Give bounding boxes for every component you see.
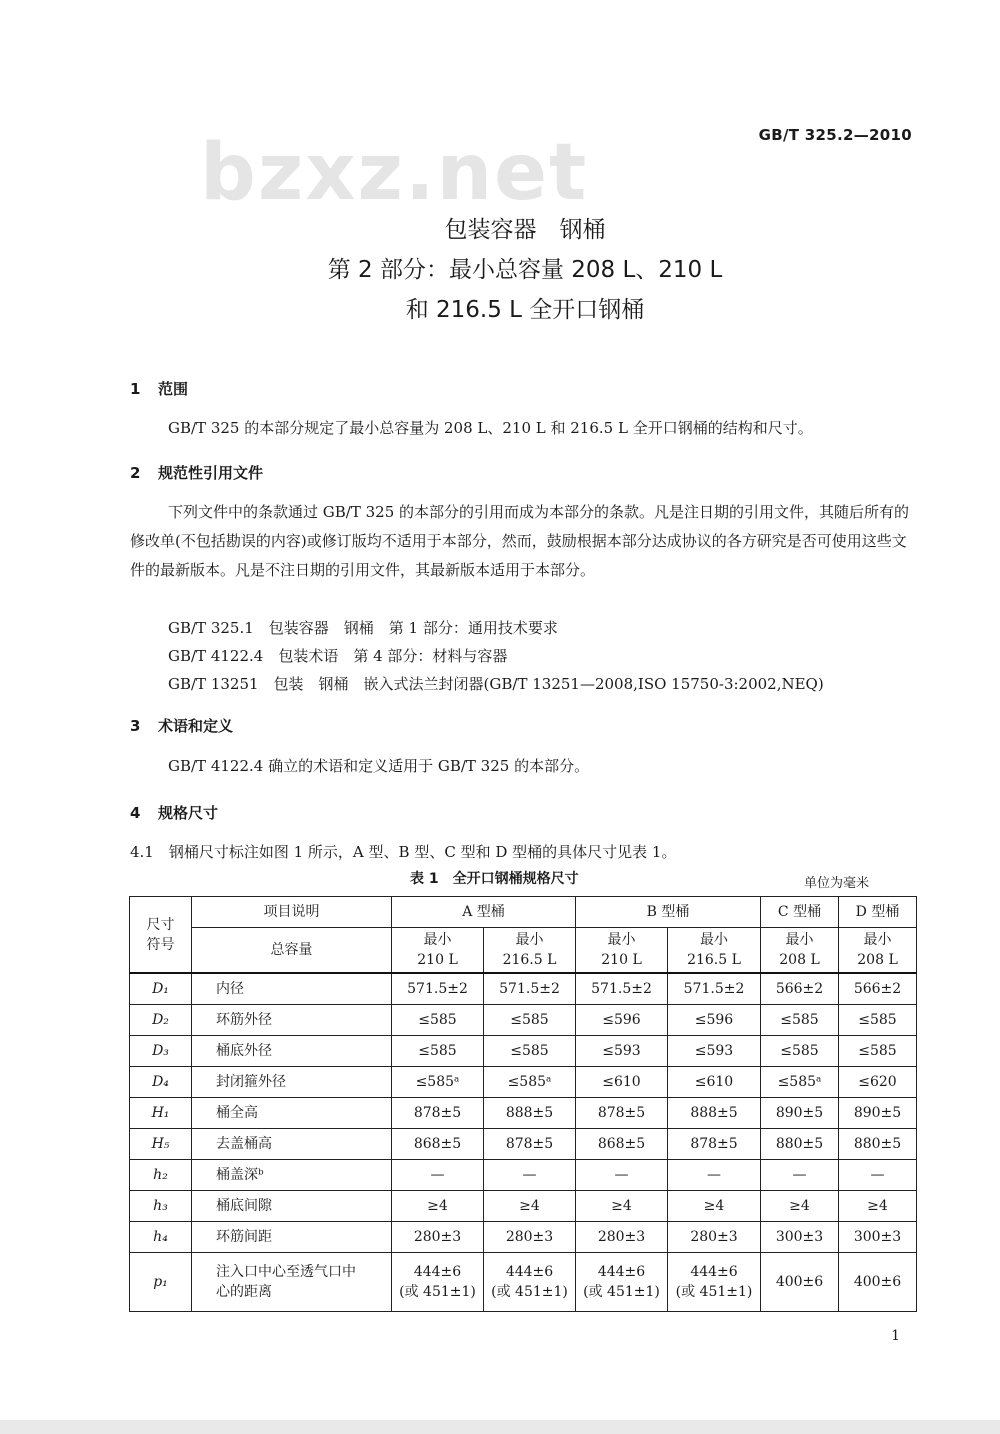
type-b-header: B 型桶	[576, 897, 761, 928]
row-value: 444±6 (或 451±1)	[576, 1253, 668, 1312]
row-description: 桶底外径	[192, 1036, 392, 1067]
watermark: bzxz.net	[200, 128, 589, 218]
page-number: 1	[891, 1328, 900, 1344]
row-value: 880±5	[839, 1129, 917, 1160]
row-value: ≤585	[761, 1005, 839, 1036]
row-description: 环筋外径	[192, 1005, 392, 1036]
table-row	[130, 1098, 917, 1129]
type-a-header: A 型桶	[392, 897, 576, 928]
row-symbol: H₅	[130, 1129, 192, 1160]
type-d-header: D 型桶	[839, 897, 917, 928]
section-1-heading	[130, 378, 188, 399]
symbol-header: 尺寸 符号	[130, 897, 192, 974]
section-1-text: GB/T 325 的本部分规定了最小总容量为 208 L、210 L 和 216.5 L 全开口钢桶的结构和尺寸。	[168, 419, 813, 437]
capacity-cell: 最小 216.5 L	[484, 928, 576, 974]
row-value: ≤593	[576, 1036, 668, 1067]
table-row	[130, 1160, 917, 1191]
row-value: 571.5±2	[392, 973, 484, 1005]
row-value: ≥4	[761, 1191, 839, 1222]
row-value: 566±2	[761, 973, 839, 1005]
row-symbol: h₄	[130, 1222, 192, 1253]
table-row	[130, 1129, 917, 1160]
table-row	[130, 1222, 917, 1253]
reference-2: GB/T 4122.4 包装术语 第 4 部分：材料与容器	[168, 647, 508, 665]
row-value: 280±3	[668, 1222, 761, 1253]
row-value: ≤585ᵃ	[761, 1067, 839, 1098]
capacity-header: 总容量	[192, 928, 392, 974]
section-4-heading	[130, 802, 218, 823]
section-number: 2	[130, 464, 141, 482]
table-capacity-row	[130, 928, 917, 974]
capacity-cell: 最小 208 L	[839, 928, 917, 974]
row-value: ≤585	[839, 1036, 917, 1067]
row-value: 400±6	[839, 1253, 917, 1312]
row-symbol: H₁	[130, 1098, 192, 1129]
row-value: —	[761, 1160, 839, 1191]
row-value: ≤585	[484, 1036, 576, 1067]
section-title: 范围	[158, 380, 189, 398]
row-value: 571.5±2	[484, 973, 576, 1005]
row-value: ≥4	[839, 1191, 917, 1222]
section-number: 4	[130, 804, 141, 822]
row-value: ≤585	[392, 1005, 484, 1036]
standard-number: GB/T 325.2—2010	[758, 126, 912, 144]
section-title: 规范性引用文件	[158, 464, 264, 482]
row-value: 280±3	[484, 1222, 576, 1253]
spec-table	[129, 896, 917, 1312]
capacity-cell: 最小 210 L	[392, 928, 484, 974]
row-value: 878±5	[392, 1098, 484, 1129]
row-value: 280±3	[392, 1222, 484, 1253]
row-value: ≤585	[761, 1036, 839, 1067]
title-line-2: 第 2 部分：最小总容量 208 L、210 L	[327, 257, 723, 283]
row-value: 878±5	[484, 1129, 576, 1160]
reference-1: GB/T 325.1 包装容器 钢桶 第 1 部分：通用技术要求	[168, 619, 558, 637]
row-value: 878±5	[576, 1098, 668, 1129]
row-description: 内径	[192, 973, 392, 1005]
row-description: 桶底间隙	[192, 1191, 392, 1222]
reference-3: GB/T 13251 包装 钢桶 嵌入式法兰封闭器(GB/T 13251—2008,ISO 15750-3:2002,NEQ)	[168, 675, 824, 693]
section-3-heading	[130, 715, 233, 736]
section-number: 3	[130, 717, 141, 735]
row-symbol: h₃	[130, 1191, 192, 1222]
row-value: ≥4	[576, 1191, 668, 1222]
row-value: ≤610	[576, 1067, 668, 1098]
row-symbol: D₃	[130, 1036, 192, 1067]
row-symbol: D₄	[130, 1067, 192, 1098]
row-value: 888±5	[484, 1098, 576, 1129]
row-value: ≤610	[668, 1067, 761, 1098]
section-title: 术语和定义	[158, 717, 234, 735]
row-value: 280±3	[576, 1222, 668, 1253]
row-description: 去盖桶高	[192, 1129, 392, 1160]
table-row	[130, 1191, 917, 1222]
row-value: 571.5±2	[668, 973, 761, 1005]
row-value: 890±5	[761, 1098, 839, 1129]
section-2-text: 下列文件中的条款通过 GB/T 325 的本部分的引用而成为本部分的条款。凡是注日期的引用文件，其随后所有的修改单(不包括勘误的内容)或修订版均不适用于本部分，然而，鼓励根据本部分达成协议的各方研究是否可使用这些文件的最新版本。凡是不注日期的引用文件，其最新版本适用于本部分。	[130, 503, 910, 579]
row-value: —	[392, 1160, 484, 1191]
table-row	[130, 1005, 917, 1036]
section-title: 规格尺寸	[158, 804, 219, 822]
row-value: 878±5	[668, 1129, 761, 1160]
section-number: 1	[130, 380, 141, 398]
title-line-3: 和 216.5 L 全开口钢桶	[405, 297, 645, 323]
row-value: 888±5	[668, 1098, 761, 1129]
row-value: 571.5±2	[576, 973, 668, 1005]
row-value: —	[668, 1160, 761, 1191]
row-value: ≤585ᵃ	[484, 1067, 576, 1098]
row-value: ≤593	[668, 1036, 761, 1067]
table-header-row	[130, 897, 917, 928]
row-value: ≤585	[839, 1005, 917, 1036]
row-value: 868±5	[392, 1129, 484, 1160]
row-value: ≥4	[392, 1191, 484, 1222]
row-description: 注入口中心至透气口中 心的距离	[192, 1253, 392, 1312]
row-value: ≤596	[668, 1005, 761, 1036]
document-title	[0, 210, 1000, 330]
section-2-heading	[130, 462, 263, 483]
type-c-header: C 型桶	[761, 897, 839, 928]
table-row	[130, 1253, 917, 1312]
row-value: 400±6	[761, 1253, 839, 1312]
row-value: 444±6 (或 451±1)	[392, 1253, 484, 1312]
row-value: 868±5	[576, 1129, 668, 1160]
clause-4-1: 4.1 钢桶尺寸标注如图 1 所示，A 型、B 型、C 型和 D 型桶的具体尺寸见表 1。	[130, 843, 677, 861]
row-symbol: D₂	[130, 1005, 192, 1036]
row-value: ≤585	[392, 1036, 484, 1067]
row-value: ≤620	[839, 1067, 917, 1098]
row-symbol: h₂	[130, 1160, 192, 1191]
capacity-cell: 最小 210 L	[576, 928, 668, 974]
row-value: 880±5	[761, 1129, 839, 1160]
row-value: —	[576, 1160, 668, 1191]
row-value: 444±6 (或 451±1)	[484, 1253, 576, 1312]
table-row	[130, 973, 917, 1005]
row-description: 环筋间距	[192, 1222, 392, 1253]
row-description: 桶盖深ᵇ	[192, 1160, 392, 1191]
row-symbol: D₁	[130, 973, 192, 1005]
row-value: —	[484, 1160, 576, 1191]
viewer-bottom-band	[0, 1420, 1000, 1434]
capacity-cell: 最小 216.5 L	[668, 928, 761, 974]
row-value: —	[839, 1160, 917, 1191]
row-value: 300±3	[761, 1222, 839, 1253]
row-value: ≥4	[668, 1191, 761, 1222]
table-caption: 表 1 全开口钢桶规格尺寸	[410, 871, 579, 887]
item-header: 项目说明	[192, 897, 392, 928]
capacity-cell: 最小 208 L	[761, 928, 839, 974]
row-value: ≤585ᵃ	[392, 1067, 484, 1098]
row-value: 566±2	[839, 973, 917, 1005]
row-value: ≤585	[484, 1005, 576, 1036]
row-value: 890±5	[839, 1098, 917, 1129]
row-description: 封闭箍外径	[192, 1067, 392, 1098]
row-value: ≤596	[576, 1005, 668, 1036]
row-value: 444±6 (或 451±1)	[668, 1253, 761, 1312]
title-line-1: 包装容器 钢桶	[444, 217, 606, 243]
row-value: 300±3	[839, 1222, 917, 1253]
row-description: 桶全高	[192, 1098, 392, 1129]
row-value: ≥4	[484, 1191, 576, 1222]
section-3-text: GB/T 4122.4 确立的术语和定义适用于 GB/T 325 的本部分。	[168, 757, 590, 775]
row-symbol: p₁	[130, 1253, 192, 1312]
table-row	[130, 1067, 917, 1098]
table-row	[130, 1036, 917, 1067]
unit-note: 单位为毫米	[804, 876, 870, 891]
